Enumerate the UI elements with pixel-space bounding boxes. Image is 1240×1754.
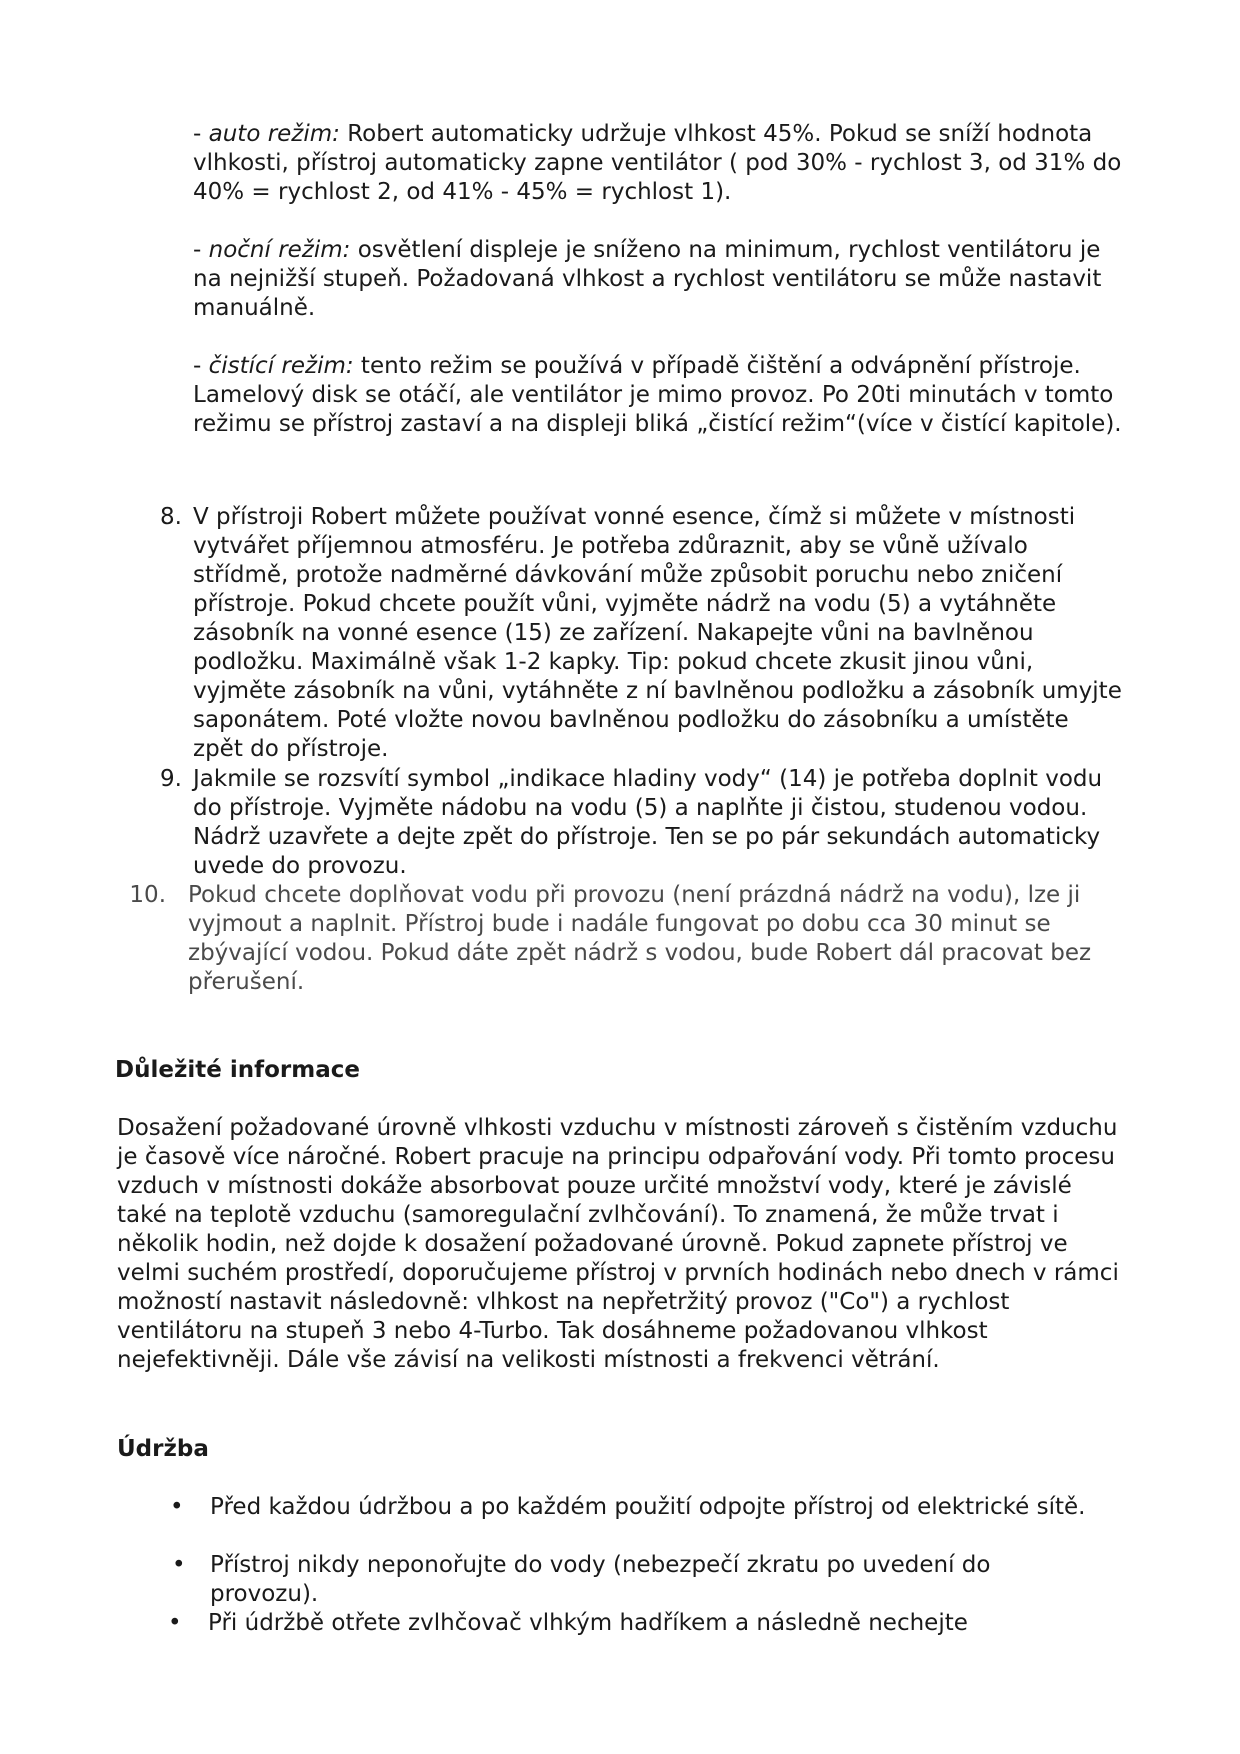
auto-mode-label: auto režim: [208, 121, 340, 147]
list-number-10: 10. [129, 882, 166, 908]
night-mode-paragraph [193, 236, 1123, 323]
list-item-10: Pokud chcete doplňovat vodu při provozu (není prázdná nádrž na vodu), lze ji vyjmout a naplnit. Přístroj bude i nadále fungovat po dobu cca 30 minut se zbývající vodou. Pokud dáte zpět nádrž s vodou, bude Robert dál pracovat bez přerušení. [188, 882, 1092, 995]
auto-mode-paragraph [193, 120, 1123, 207]
bullet-icon: • [168, 1610, 182, 1636]
list-number-8: 8. [160, 504, 182, 530]
list-item-9: Jakmile se rozsvítí symbol „indikace hladiny vody“ (14) je potřeba doplnit vodu do přístroje. Vyjměte nádobu na vodu (5) a naplňte ji čistou, studenou vodou. Nádrž uzavřete a dejte zpět do přístroje. Ten se po pár sekundách automaticky uvede do provozu. [193, 766, 1103, 879]
cleaning-mode-paragraph [193, 352, 1123, 439]
dash: - [193, 353, 209, 379]
night-mode-text: osvětlení displeje je sníženo na minimum, rychlost ventilátoru je na nejnižší stupeň. Požadovaná vlhkost a rychlost ventilátoru se může nastavit manuálně. [193, 237, 1102, 321]
maintenance-item-2: Přístroj nikdy neponořujte do vody (nebezpečí zkratu po uvedení do provozu). [210, 1552, 991, 1607]
night-mode-label: noční režim: [208, 237, 351, 263]
maintenance-heading: Údržba [117, 1436, 209, 1462]
dash: - [193, 121, 209, 147]
bullet-icon: • [170, 1494, 184, 1520]
list-number-9: 9. [160, 766, 182, 792]
important-heading: Důležité informace [115, 1057, 360, 1083]
cleaning-mode-text: tento režim se používá v případě čištění a odvápnění přístroje. Lamelový disk se otáčí, ale ventilátor je mimo provoz. Po 20ti minutách v tomto režimu se přístroj zastaví a na displeji bliká „čistící režim“(více v čistící kapitole). [193, 353, 1122, 437]
dash: - [193, 237, 209, 263]
bullet-icon: • [172, 1552, 186, 1578]
list-item-8: V přístroji Robert můžete používat vonné esence, čímž si můžete v místnosti vytvářet příjemnou atmosféru. Je potřeba zdůraznit, aby se vůně užívalo střídmě, protože nadměrné dávkování může způsobit poruchu nebo zničení přístroje. Pokud chcete použít vůni, vyjměte nádrž na vodu (5) a vytáhněte zásobník na vonné esence (15) ze zařízení. Nakapejte vůni na bavlněnou podložku. Maximálně však 1-2 kapky. Tip: pokud chcete zkusit jinou vůni, vyjměte zásobník na vůni, vytáhněte z ní bavlněnou podložku a zásobník umyjte saponátem. Poté vložte novou bavlněnou podložku do zásobníku a umístěte zpět do přístroje. [193, 504, 1122, 762]
important-paragraph: Dosažení požadované úrovně vlhkosti vzduchu v místnosti zároveň s čistěním vzduchu je časově více náročné. Robert pracuje na principu odpařování vody. Při tomto procesu vzduch v místnosti dokáže absorbovat pouze určité množství vody, které je závislé také na teplotě vzduchu (samoregulační zvlhčování). To znamená, že může trvat i několik hodin, než dojde k dosažení požadované úrovně. Pokud zapnete přístroj ve velmi suchém prostředí, doporučujeme přístroj v prvních hodinách nebo dnech v rámci možností nastavit následovně: vlhkost na nepřetržitý provoz ("Co") a rychlost ventilátoru na stupeň 3 nebo 4-Turbo. Tak dosáhneme požadovanou vlhkost nejefektivněji. Dále vše závisí na velikosti místnosti a frekvenci větrání. [117, 1115, 1119, 1373]
auto-mode-text: Robert automaticky udržuje vlhkost 45%. Pokud se sníží hodnota vlhkosti, přístroj automaticky zapne ventilátor ( pod 30% - rychlost 3, od 31% do 40% = rychlost 2, od 41% - 45% = rychlost 1). [193, 121, 1122, 205]
cleaning-mode-label: čistící režim: [208, 353, 354, 379]
maintenance-item-1: Před každou údržbou a po každém použití odpojte přístroj od elektrické sítě. [210, 1494, 1086, 1520]
maintenance-item-3: Při údržbě otřete zvlhčovač vlhkým hadříkem a následně nechejte [208, 1610, 968, 1636]
